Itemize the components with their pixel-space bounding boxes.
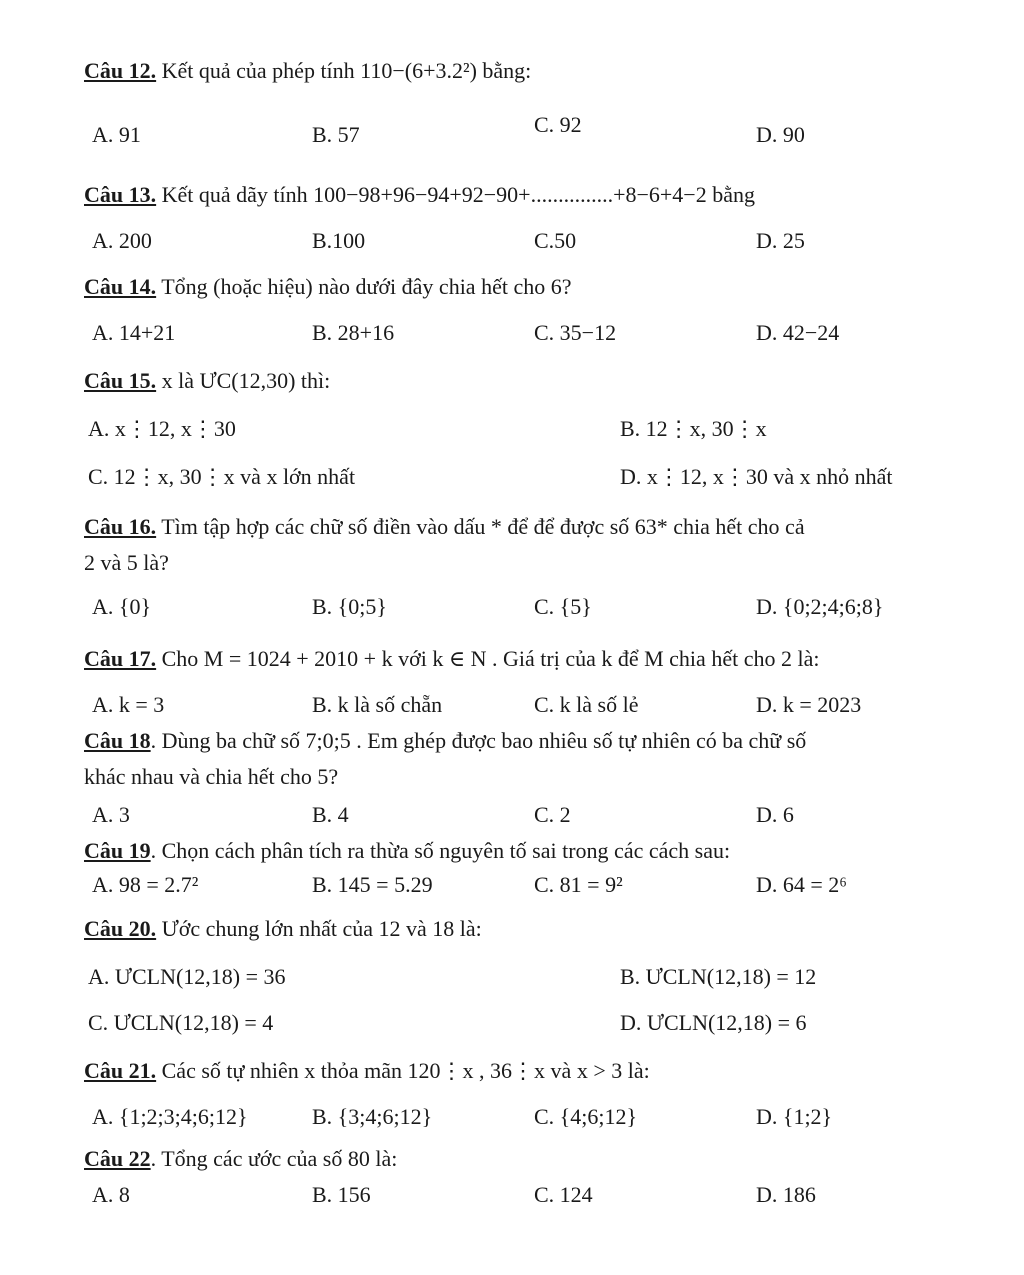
question-number: Câu 15.	[84, 368, 157, 393]
option-d[interactable]: D. {1;2}	[756, 1104, 833, 1129]
option-c[interactable]: C. ƯCLN(12,18) = 4	[88, 1010, 274, 1035]
options-15-row1	[0, 414, 1024, 444]
options-20-row1	[0, 962, 1024, 992]
question-text: Tổng (hoặc hiệu) nào dưới đây chia hết cho 6?	[161, 274, 572, 299]
option-a[interactable]: A. {1;2;3;4;6;12}	[92, 1104, 248, 1129]
option-a[interactable]: A. 8	[92, 1182, 130, 1207]
option-d[interactable]: D. 25	[756, 228, 805, 253]
question-text: . Chọn cách phân tích ra thừa số nguyên tố sai trong các cách sau:	[150, 838, 731, 863]
option-b[interactable]: B. k là số chẵn	[312, 692, 443, 717]
question-18-continued	[84, 762, 984, 792]
option-d[interactable]: D. {0;2;4;6;8}	[756, 594, 884, 619]
options-18	[0, 800, 1024, 830]
question-number: Câu 16.	[84, 514, 157, 539]
option-a[interactable]: A. x⋮12, x⋮30	[88, 416, 236, 441]
question-number: Câu 12.	[84, 58, 157, 83]
question-20	[84, 914, 984, 944]
options-13	[0, 226, 1024, 256]
question-21	[84, 1056, 984, 1086]
question-22	[84, 1144, 984, 1174]
options-16	[0, 592, 1024, 622]
option-c[interactable]: C. 12⋮x, 30⋮x và x lớn nhất	[88, 464, 356, 489]
option-a[interactable]: A. 98 = 2.7²	[92, 872, 199, 897]
option-d[interactable]: D. ƯCLN(12,18) = 6	[620, 1010, 807, 1035]
option-d[interactable]: D. x⋮12, x⋮30 và x nhỏ nhất	[620, 464, 893, 489]
question-number: Câu 19	[84, 838, 151, 863]
option-b[interactable]: B. {0;5}	[312, 594, 387, 619]
option-b[interactable]: B. 12⋮x, 30⋮x	[620, 416, 767, 441]
option-c[interactable]: C. k là số lẻ	[534, 692, 639, 717]
question-text: Kết quả dãy tính 100−98+96−94+92−90+...............+8−6+4−2 bằng	[161, 182, 755, 207]
option-b[interactable]: B. 156	[312, 1182, 371, 1207]
options-21	[0, 1102, 1024, 1132]
question-text-continued: khác nhau và chia hết cho 5?	[84, 764, 339, 789]
option-a[interactable]: A. 3	[92, 802, 130, 827]
option-b[interactable]: B.100	[312, 228, 366, 253]
option-c[interactable]: C. 81 = 9²	[534, 872, 623, 897]
option-c[interactable]: C. 124	[534, 1182, 593, 1207]
question-12	[84, 56, 984, 86]
question-16-continued	[84, 548, 984, 578]
question-number: Câu 17.	[84, 646, 157, 671]
question-text: Ước chung lớn nhất của 12 và 18 là:	[161, 916, 482, 941]
options-17	[0, 690, 1024, 720]
question-16	[84, 512, 984, 542]
option-b[interactable]: B. ƯCLN(12,18) = 12	[620, 964, 817, 989]
question-text: x là ƯC(12,30) thì:	[161, 368, 331, 393]
question-number: Câu 20.	[84, 916, 157, 941]
option-d[interactable]: D. 6	[756, 802, 794, 827]
option-c[interactable]: C.50	[534, 228, 577, 253]
option-b[interactable]: B. 145 = 5.29	[312, 872, 433, 897]
option-c[interactable]: C. 2	[534, 802, 571, 827]
option-c[interactable]: C. 92	[534, 112, 582, 137]
question-text: . Tổng các ước của số 80 là:	[150, 1146, 398, 1171]
question-number: Câu 13.	[84, 182, 157, 207]
question-text: Cho M = 1024 + 2010 + k với k ∈ N . Giá trị của k để M chia hết cho 2 là:	[161, 646, 820, 671]
question-19	[84, 836, 984, 866]
options-19	[0, 870, 1024, 900]
option-a[interactable]: A. 14+21	[92, 320, 176, 345]
question-text: Tìm tập hợp các chữ số điền vào dấu * để để được số 63* chia hết cho cả	[161, 514, 805, 539]
option-b[interactable]: B. 4	[312, 802, 349, 827]
question-text: . Dùng ba chữ số 7;0;5 . Em ghép được bao nhiêu số tự nhiên có ba chữ số	[150, 728, 807, 753]
option-a[interactable]: A. k = 3	[92, 692, 165, 717]
options-12	[0, 112, 1024, 150]
option-b[interactable]: B. 28+16	[312, 320, 395, 345]
question-number: Câu 14.	[84, 274, 157, 299]
option-d[interactable]: D. k = 2023	[756, 692, 862, 717]
question-14	[84, 272, 984, 302]
option-b[interactable]: B. 57	[312, 122, 360, 147]
question-13	[84, 180, 984, 210]
option-d[interactable]: D. 64 = 2⁶	[756, 872, 847, 897]
option-c[interactable]: C. 35−12	[534, 320, 617, 345]
option-a[interactable]: A. 91	[92, 122, 141, 147]
option-a[interactable]: A. 200	[92, 228, 152, 253]
question-text: Kết quả của phép tính 110−(6+3.2²) bằng:	[161, 58, 532, 83]
question-18	[84, 726, 984, 756]
option-c[interactable]: C. {4;6;12}	[534, 1104, 638, 1129]
options-20-row2	[0, 1008, 1024, 1038]
question-text-continued: 2 và 5 là?	[84, 550, 169, 575]
option-a[interactable]: A. {0}	[92, 594, 152, 619]
question-number: Câu 21.	[84, 1058, 157, 1083]
option-d[interactable]: D. 42−24	[756, 320, 840, 345]
option-b[interactable]: B. {3;4;6;12}	[312, 1104, 433, 1129]
question-15	[84, 366, 984, 396]
options-14	[0, 318, 1024, 348]
option-a[interactable]: A. ƯCLN(12,18) = 36	[88, 964, 286, 989]
option-d[interactable]: D. 90	[756, 122, 805, 147]
question-number: Câu 18	[84, 728, 151, 753]
option-d[interactable]: D. 186	[756, 1182, 816, 1207]
options-22	[0, 1180, 1024, 1210]
options-15-row2	[0, 462, 1024, 492]
question-17	[84, 644, 984, 674]
option-c[interactable]: C. {5}	[534, 594, 592, 619]
question-number: Câu 22	[84, 1146, 151, 1171]
question-text: Các số tự nhiên x thỏa mãn 120⋮x , 36⋮x và x > 3 là:	[161, 1058, 650, 1083]
